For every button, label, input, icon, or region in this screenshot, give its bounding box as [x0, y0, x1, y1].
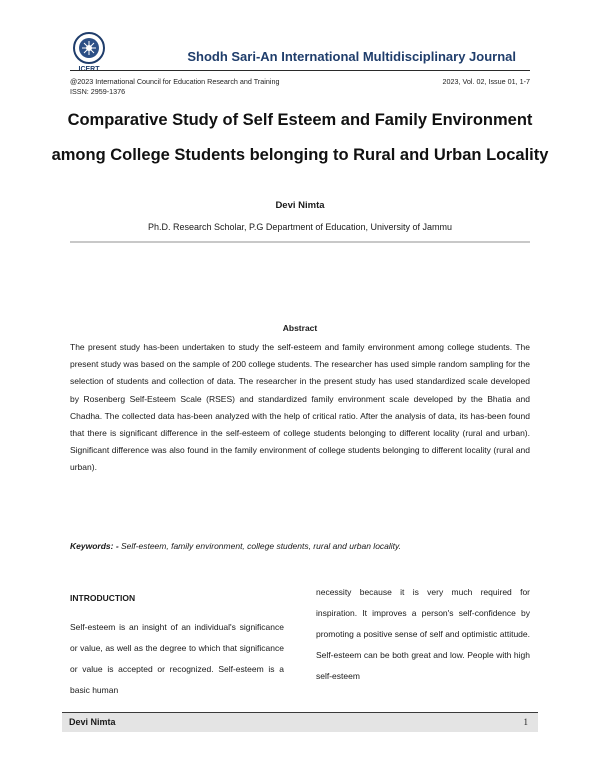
keywords: [70, 541, 401, 551]
page-number: 1: [523, 717, 528, 727]
author-affiliation: Ph.D. Research Scholar, P.G Department of Education, University of Jammu: [148, 222, 452, 232]
author-name: Devi Nimta: [275, 200, 325, 211]
abstract-heading: Abstract: [282, 323, 318, 333]
page-footer: [62, 712, 538, 732]
section-divider: [70, 241, 530, 243]
keywords-label: Keywords: -: [70, 541, 119, 551]
article-title-line-2: among College Students belonging to Rural and Urban Locality: [51, 146, 549, 164]
header-meta: [70, 77, 279, 97]
copyright-line: @2023 International Council for Education Research and Training: [70, 77, 280, 86]
introduction-heading: INTRODUCTION: [70, 593, 136, 603]
article-title-line-1: Comparative Study of Self Esteem and Family Environment: [67, 111, 533, 129]
journal-title: Shodh Sari-An International Multidisciplinary Journal: [187, 49, 516, 64]
introduction-left-column: Self-esteem is an insight of an individual's significance or value, as well as the degree to which that significance or value is accepted or recognized. Self-esteem is a basic human: [70, 622, 284, 695]
issn-line: ISSN: 2959-1376: [70, 87, 126, 96]
icert-logo: [68, 30, 110, 74]
keywords-text: Self-esteem, family environment, college students, rural and urban locality.: [118, 541, 402, 551]
volume-line: 2023, Vol. 02, Issue 01, 1-7: [442, 77, 530, 86]
abstract-text: The present study has-been undertaken to study the self-esteem and family environment among college students. The present study was based on the sample of 200 college students. The researcher has used simple random sampling for the selection of students and collection of data. The researcher in the present study has used standardized scale developed by Rosenberg Self-Esteem Scale (RSES) and standardized family environment scale developed by the Bhatia and Chadha. The collected data has-been analyzed with the help of critical ratio. After the analysis of data, its has-been found that there is significant difference in the self-esteem of college students belonging to different locality (rural and urban). Significant difference was also found in the family environment of college students belonging to different locality (rural and urban).: [70, 342, 530, 473]
header-rule: [70, 70, 530, 71]
introduction-right-column: necessity because it is very much required for inspiration. It improves a person's self-confidence by promoting a positive sense of self and optimistic attitude. Self-esteem can be both great and low. People with high self-esteem: [316, 587, 530, 681]
footer-author: Devi Nimta: [69, 717, 116, 727]
